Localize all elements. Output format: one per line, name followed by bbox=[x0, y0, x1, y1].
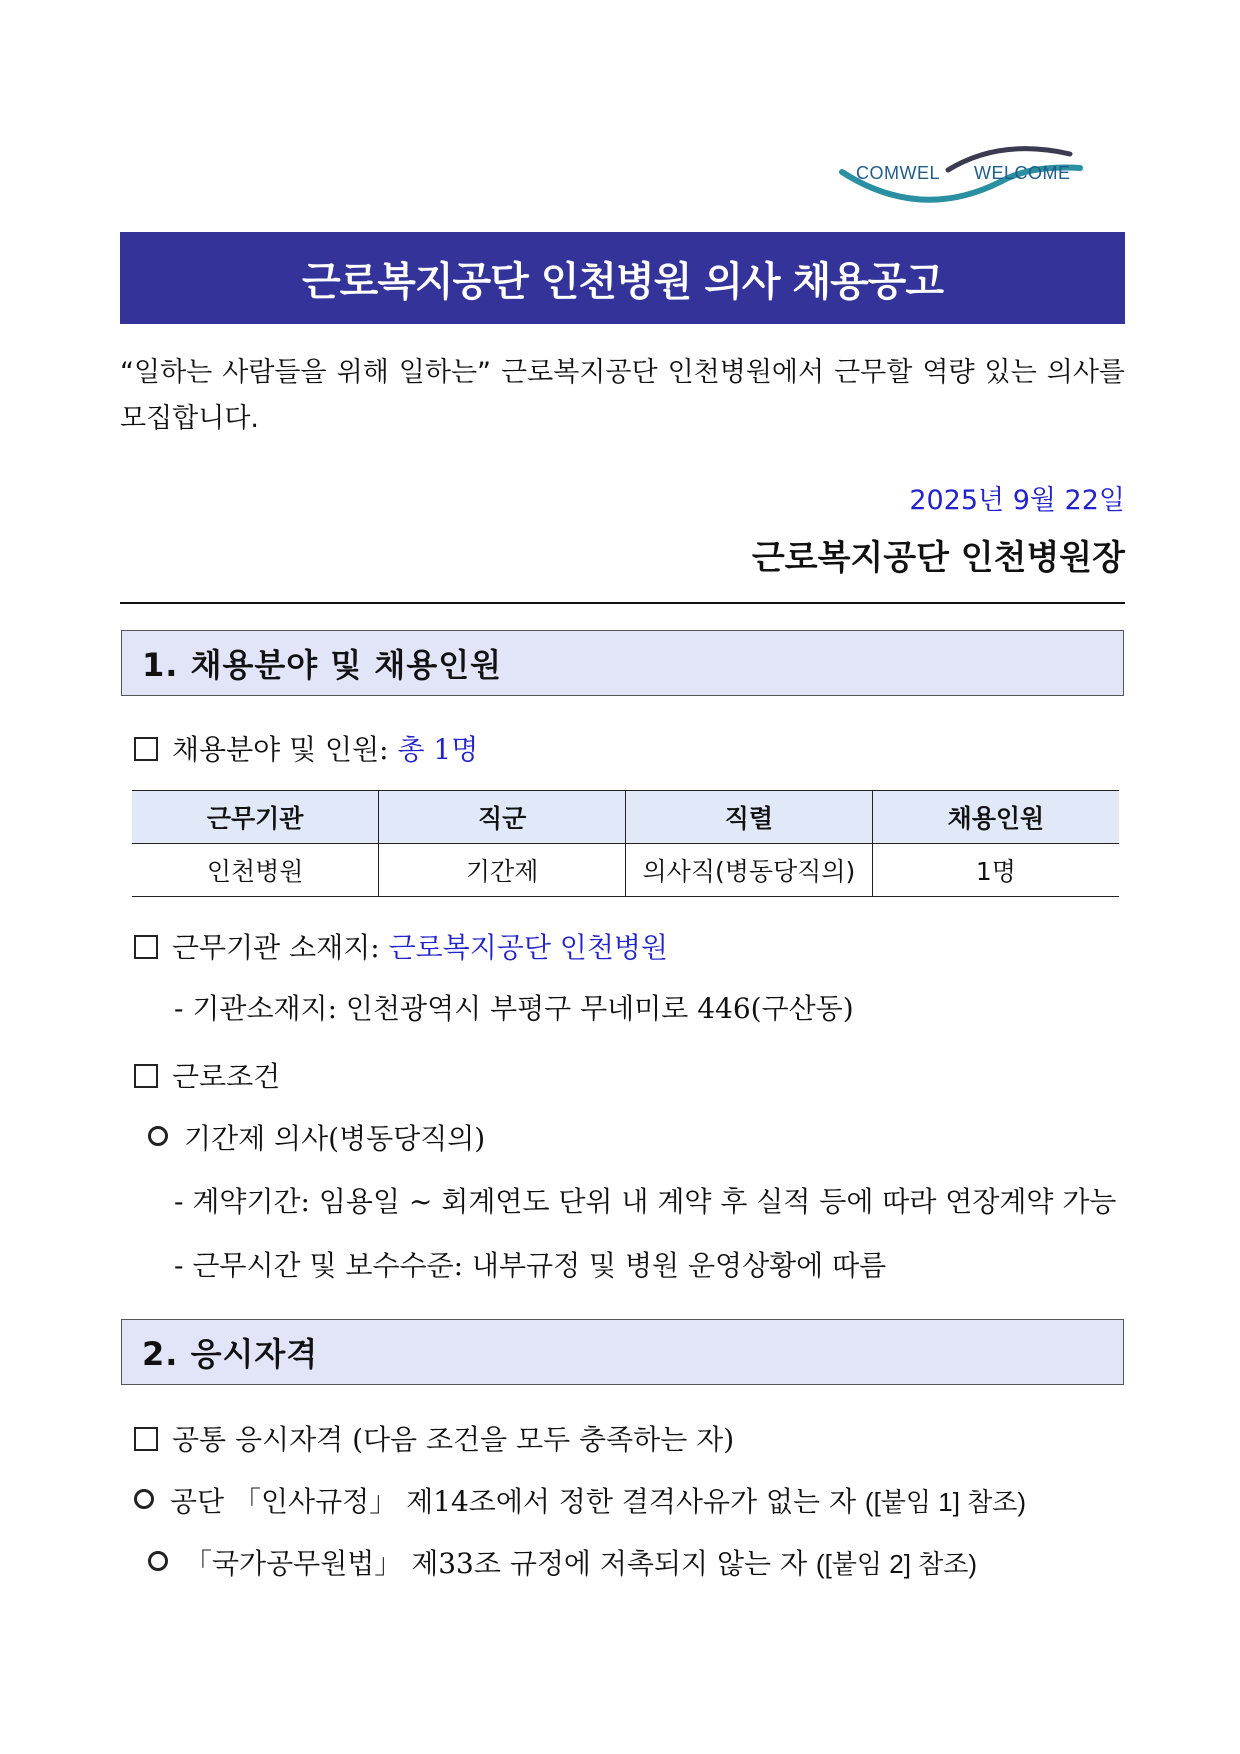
intro-paragraph: “일하는 사람들을 위해 일하는” 근로복지공단 인천병원에서 근무할 역량 있는 의사를 모집합니다. bbox=[120, 357, 1125, 434]
recruit-table bbox=[132, 790, 1119, 897]
common-qualification-item bbox=[134, 1418, 734, 1458]
circle-bullet-icon bbox=[148, 1551, 168, 1571]
conditions-item bbox=[134, 1055, 280, 1095]
table-header: 직렬 bbox=[626, 791, 873, 844]
table-cell: 인천병원 bbox=[132, 844, 379, 897]
circle-bullet-icon bbox=[148, 1126, 168, 1146]
table-header: 근무기관 bbox=[132, 791, 379, 844]
requirement-2-text: 「국가공무원법」 제33조 규정에 저촉되지 않는 자 bbox=[184, 1547, 807, 1580]
table-cell: 1명 bbox=[872, 844, 1119, 897]
title-banner bbox=[120, 232, 1125, 324]
comwel-welcome-logo bbox=[830, 140, 1090, 210]
work-hours-line: - 근무시간 및 보수수준: 내부규정 및 병원 운영상황에 따름 bbox=[174, 1249, 887, 1282]
requirement-2-ref: ([붙임 2] 참조) bbox=[815, 1549, 978, 1579]
checkbox-square-icon bbox=[134, 1064, 158, 1088]
divider-line bbox=[120, 602, 1125, 604]
requirement-2 bbox=[148, 1542, 977, 1582]
location-item bbox=[134, 926, 668, 966]
logo-welcome-text: WELCOME bbox=[974, 163, 1071, 183]
circle-bullet-icon bbox=[134, 1489, 154, 1509]
checkbox-square-icon bbox=[134, 1427, 158, 1451]
conditions-sub-item bbox=[148, 1117, 485, 1157]
logo-comwel-text: COMWEL bbox=[856, 163, 940, 183]
requirement-1 bbox=[134, 1480, 1026, 1520]
section-2-heading: 2. 응시자격 bbox=[142, 1335, 319, 1373]
checkbox-square-icon bbox=[134, 737, 158, 761]
conditions-label: 근로조건 bbox=[172, 1060, 281, 1093]
requirement-1-text: 공단 「인사규정」 제14조에서 정한 결격사유가 없는 자 bbox=[170, 1485, 856, 1518]
page-title: 근로복지공단 인천병원 의사 채용공고 bbox=[301, 258, 944, 305]
conditions-sub-label: 기간제 의사(병동당직의) bbox=[184, 1122, 486, 1155]
table-header: 채용인원 bbox=[872, 791, 1119, 844]
issuer-name: 근로복지공단 인천병원장 bbox=[751, 538, 1125, 578]
table-cell: 기간제 bbox=[379, 844, 626, 897]
recruit-field-label: 채용분야 및 인원: bbox=[172, 733, 389, 766]
checkbox-square-icon bbox=[134, 935, 158, 959]
common-qualification-label: 공통 응시자격 (다음 조건을 모두 충족하는 자) bbox=[172, 1423, 735, 1456]
section-1-heading: 1. 채용분야 및 채용인원 bbox=[142, 646, 503, 684]
table-cell: 의사직(병동당직의) bbox=[626, 844, 873, 897]
location-label: 근무기관 소재지: bbox=[172, 931, 380, 964]
table-row bbox=[132, 844, 1119, 897]
section-2-header bbox=[121, 1319, 1124, 1385]
recruit-total: 총 1명 bbox=[397, 733, 479, 766]
announcement-date: 2025년 9월 22일 bbox=[909, 485, 1125, 516]
section-1-header bbox=[121, 630, 1124, 696]
table-header-row bbox=[132, 791, 1119, 844]
requirement-1-ref: ([붙임 1] 참조) bbox=[864, 1487, 1027, 1517]
contract-period-line: - 계약기간: 임용일 ~ 회계연도 단위 내 계약 후 실적 등에 따라 연장계약 가능 bbox=[174, 1185, 1117, 1218]
recruit-field-item bbox=[134, 728, 478, 768]
table-header: 직군 bbox=[379, 791, 626, 844]
address-line: - 기관소재지: 인천광역시 부평구 무네미로 446(구산동) bbox=[174, 992, 854, 1025]
location-value: 근로복지공단 인천병원 bbox=[388, 931, 668, 964]
